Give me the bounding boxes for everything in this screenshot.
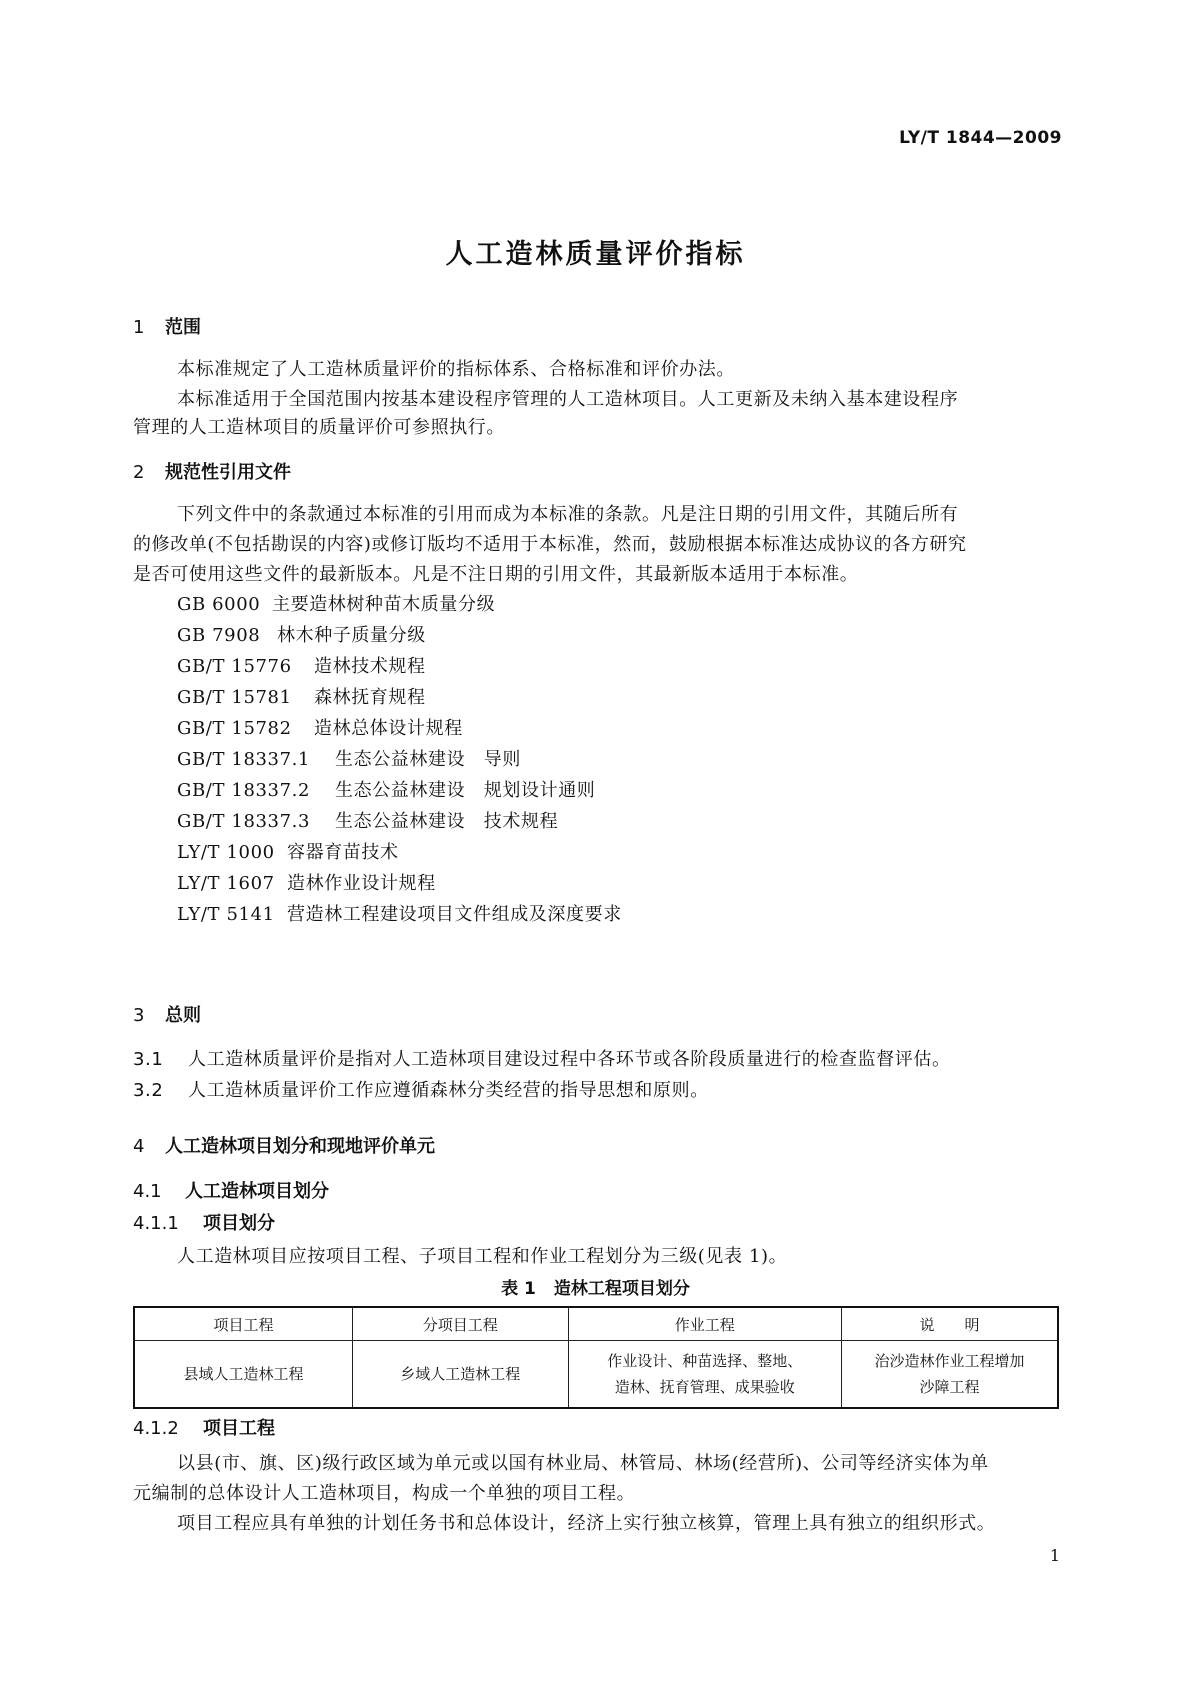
clause-text: 人工造林质量评价是指对人工造林项目建设过程中各环节或各阶段质量进行的检查监督评估。 <box>188 1049 951 1070</box>
paragraph: 的修改单(不包括勘误的内容)或修订版均不适用于本标准，然而，鼓励根据本标准达成协议的各方研究 <box>133 534 967 555</box>
reference-item <box>177 776 595 802</box>
page-number: 1 <box>1049 1546 1060 1565</box>
reference-code: GB/T 18337.1 <box>177 749 311 770</box>
paragraph: 元编制的总体设计人工造林项目，构成一个单独的项目工程。 <box>133 1483 636 1504</box>
cell-line: 作业设计、种苗选择、整地、 <box>607 1352 803 1370</box>
clause-text: 人工造林质量评价工作应遵循森林分类经营的指导思想和原则。 <box>188 1080 709 1101</box>
cell-line: 治沙造林作业工程增加 <box>874 1352 1025 1370</box>
reference-code: LY/T 1000 <box>177 842 275 863</box>
clause-3-1 <box>133 1045 951 1071</box>
table-cell <box>841 1341 1058 1409</box>
reference-item <box>177 683 426 709</box>
paragraph: 下列文件中的条款通过本标准的引用而成为本标准的条款。凡是注日期的引用文件，其随后所有 <box>177 504 959 525</box>
paragraph: 本标准适用于全国范围内按基本建设程序管理的人工造林项目。人工更新及未纳入基本建设程序 <box>177 389 959 410</box>
reference-code: GB 6000 <box>177 594 261 615</box>
section-number: 1 <box>133 317 145 338</box>
cell-line: 沙障工程 <box>919 1378 980 1396</box>
clause-3-2 <box>133 1076 709 1102</box>
table-header-cell: 分项目工程 <box>353 1307 569 1341</box>
section-number: 3 <box>133 1005 145 1026</box>
table-caption-number: 表 1 <box>501 1279 536 1299</box>
paragraph: 本标准规定了人工造林质量评价的指标体系、合格标准和评价办法。 <box>177 359 735 380</box>
reference-code: GB/T 15782 <box>177 718 292 739</box>
table-header-cell: 作业工程 <box>568 1307 841 1341</box>
reference-title: 生态公益林建设 导则 <box>335 749 521 770</box>
section-title: 人工造林项目划分和现地评价单元 <box>165 1136 435 1157</box>
document-title: 人工造林质量评价指标 <box>445 239 746 270</box>
table-header-row <box>134 1307 1058 1341</box>
reference-item <box>177 590 495 616</box>
subsection-title: 项目划分 <box>203 1213 275 1234</box>
section-3-heading <box>133 1001 201 1027</box>
reference-title: 容器育苗技术 <box>287 842 399 863</box>
paragraph: 管理的人工造林项目的质量评价可参照执行。 <box>133 417 505 438</box>
subsection-4-1-heading <box>133 1177 329 1203</box>
reference-item <box>177 900 622 926</box>
reference-code: LY/T 1607 <box>177 873 275 894</box>
reference-item <box>177 714 463 740</box>
reference-code: GB/T 18337.3 <box>177 811 311 832</box>
cell-line: 造林、抚育管理、成果验收 <box>614 1378 795 1396</box>
table-row <box>134 1341 1058 1409</box>
reference-item <box>177 652 426 678</box>
reference-code: LY/T 5141 <box>177 904 275 925</box>
table-header-cell: 项目工程 <box>134 1307 353 1341</box>
reference-title: 林木种子质量分级 <box>277 625 426 646</box>
reference-item <box>177 838 399 864</box>
reference-title: 造林总体设计规程 <box>314 718 463 739</box>
subsection-4-1-2-heading <box>133 1414 275 1440</box>
paragraph: 人工造林项目应按项目工程、子项目工程和作业工程划分为三级(见表 1)。 <box>177 1246 788 1267</box>
subsection-number: 4.1.1 <box>133 1213 179 1234</box>
clause-number: 3.2 <box>133 1080 164 1101</box>
section-number: 4 <box>133 1136 145 1157</box>
reference-title: 生态公益林建设 技术规程 <box>335 811 559 832</box>
table-header-cell: 说 明 <box>841 1307 1058 1341</box>
reference-title: 营造林工程建设项目文件组成及深度要求 <box>287 904 622 925</box>
paragraph: 项目工程应具有单独的计划任务书和总体设计，经济上实行独立核算，管理上具有独立的组织形式。 <box>177 1513 996 1534</box>
project-division-table <box>133 1306 1059 1409</box>
section-2-heading <box>133 458 291 484</box>
reference-code: GB/T 15781 <box>177 687 292 708</box>
subsection-title: 人工造林项目划分 <box>185 1181 329 1202</box>
section-1-heading <box>133 313 201 339</box>
paragraph: 是否可使用这些文件的最新版本。凡是不注日期的引用文件，其最新版本适用于本标准。 <box>133 564 859 585</box>
section-title: 规范性引用文件 <box>165 462 291 483</box>
subsection-title: 项目工程 <box>203 1418 275 1439</box>
reference-code: GB 7908 <box>177 625 261 646</box>
reference-code: GB/T 18337.2 <box>177 780 311 801</box>
reference-item <box>177 807 558 833</box>
subsection-number: 4.1 <box>133 1181 162 1202</box>
reference-title: 主要造林树种苗木质量分级 <box>272 594 496 615</box>
subsection-4-1-1-heading <box>133 1209 275 1235</box>
reference-item <box>177 621 426 647</box>
table-caption-title: 造林工程项目划分 <box>553 1279 690 1299</box>
section-number: 2 <box>133 462 145 483</box>
reference-title: 森林抚育规程 <box>314 687 426 708</box>
reference-title: 造林技术规程 <box>314 656 426 677</box>
reference-title: 生态公益林建设 规划设计通则 <box>335 780 596 801</box>
table-cell: 乡域人工造林工程 <box>353 1341 569 1409</box>
paragraph: 以县(市、旗、区)级行政区域为单元或以国有林业局、林管局、林场(经营所)、公司等经济实体为单 <box>177 1453 989 1474</box>
standard-number: LY/T 1844—2009 <box>899 128 1062 148</box>
reference-title: 造林作业设计规程 <box>287 873 436 894</box>
section-title: 总则 <box>165 1005 201 1026</box>
reference-code: GB/T 15776 <box>177 656 292 677</box>
reference-item <box>177 745 521 771</box>
subsection-number: 4.1.2 <box>133 1418 179 1439</box>
table-caption <box>0 1274 1191 1299</box>
reference-item <box>177 869 436 895</box>
clause-number: 3.1 <box>133 1049 164 1070</box>
table-cell <box>568 1341 841 1409</box>
table-cell: 县域人工造林工程 <box>134 1341 353 1409</box>
section-title: 范围 <box>165 317 201 338</box>
section-4-heading <box>133 1132 435 1158</box>
